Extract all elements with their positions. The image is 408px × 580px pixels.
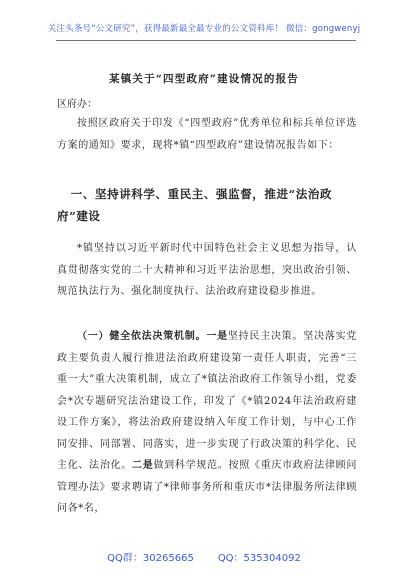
- point-text-1: 坚持民主决策。坚决落实党政主要负责人履行推进法治政府建设第一责任人职责，完善“三重一大”重大决策机制，成立了*镇法治政府工作领导小组，党委会*次专题研究法治建设工作，印发了《*镇2024年法治政府建设工作方案》，将法治政府建设纳入年度工作计划，与中心工作同安排、同部署、同落实，进一步实现了行政决策的科学化、民主化、法治化。: [57, 331, 358, 471]
- point-marker-2: 二是: [132, 460, 154, 471]
- document-title: 某镇关于“四型政府”建设情况的报告: [109, 73, 299, 85]
- footer-qq-group: QQ群：30265665: [107, 553, 194, 564]
- footer-qq: QQ：535304092: [217, 553, 301, 564]
- header-watermark-note: 关注头条号“公文研究”，获得最新最全最专业的公文资料库！ 微信：gongwenyj: [47, 24, 361, 34]
- salutation: 区府办：: [57, 99, 97, 110]
- body-paragraph-1: *镇坚持以习近平新时代中国特色社会主义思想为指导，认真贯彻落实党的二十大精神和习近平法治思想，突出政治引领、规范执法行为、强化制度执行、法治政府建设稳步推进。: [57, 243, 357, 297]
- subheading-lead: （一）健全依法决策机制。: [77, 331, 207, 342]
- point-marker-1: 一是: [206, 331, 228, 342]
- body-paragraph-2: [57, 326, 357, 520]
- footer-contact: [0, 549, 408, 564]
- intro-paragraph: 按照区政府关于印发《“四型政府”优秀单位和标兵单位评选方案的通知》要求，现将*镇“四型政府”建设情况报告如下：: [57, 118, 357, 151]
- header-divider: [56, 40, 356, 41]
- point-text-2: 做到科学规范。按照《重庆市政府法律顾问管理办法》要求聘请了*律师事务所和重庆市*法律服务所法律顾问各*名，: [57, 460, 357, 514]
- section-heading-1: 一、坚持讲科学、重民主、强监督，推进“法治政府”建设: [57, 187, 333, 223]
